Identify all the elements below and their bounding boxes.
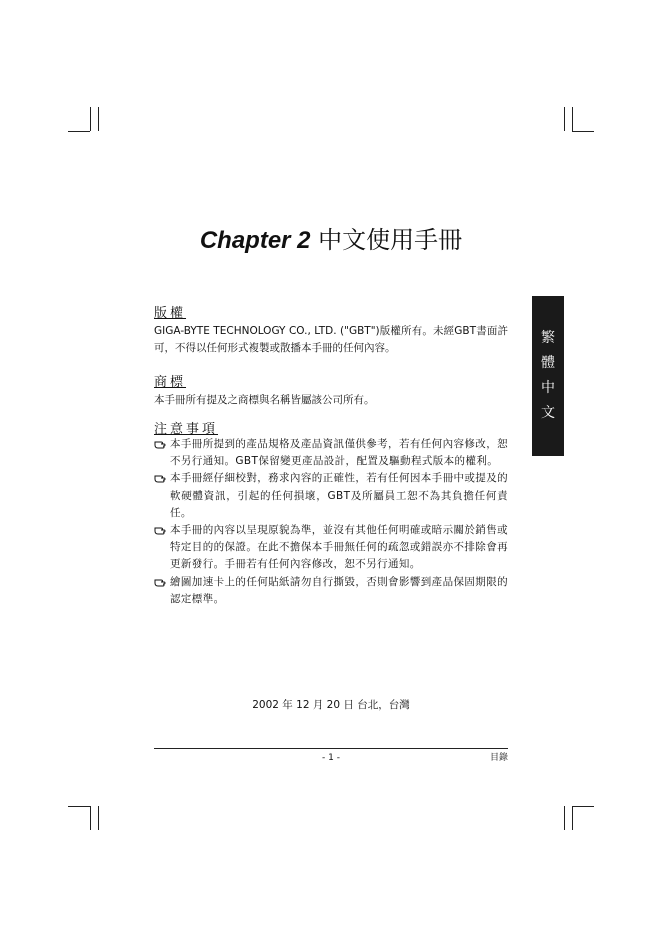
notice-heading: 注意事項 bbox=[154, 422, 219, 437]
chapter-title bbox=[0, 222, 662, 259]
crop-mark-bottom-right-v2 bbox=[572, 806, 573, 830]
crop-mark-bottom-right-v1 bbox=[564, 806, 565, 830]
crop-mark-bottom-right-h bbox=[572, 806, 594, 807]
crop-mark-top-left-h bbox=[68, 131, 90, 132]
footer-rule bbox=[154, 748, 508, 749]
side-tab-char: 體 bbox=[541, 355, 555, 371]
copyright-text: GIGA-BYTE TECHNOLOGY CO., LTD. ("GBT")版權所有。未經GBT書面許可，不得以任何形式複製或散播本手冊的任何內容。 bbox=[154, 325, 508, 354]
crop-mark-top-right-v1 bbox=[564, 107, 565, 131]
notice-item-text: 繪圖加速卡上的任何貼紙請勿自行撕毀，否則會影響到產品保固期限的認定標準。 bbox=[170, 575, 508, 605]
language-side-tab bbox=[532, 296, 564, 456]
copyright-heading: 版權 bbox=[154, 306, 187, 321]
notice-item-text: 本手冊所提到的產品規格及產品資訊僅供參考，若有任何內容修改，恕不另行通知。GBT保留變更產品設計，配置及驅動程式版本的權利。 bbox=[170, 438, 508, 468]
notice-item bbox=[154, 436, 508, 470]
side-tab-char: 中 bbox=[541, 380, 555, 396]
notice-item-text: 本手冊的內容以呈現原貌為準，並沒有其他任何明確或暗示關於銷售或特定目的的保證。在此不擔保本手冊無任何的疏忽或錯誤亦不排除會再更新發行。手冊若有任何內容修改，恕不另行通知。 bbox=[170, 524, 508, 571]
pointing-hand-icon bbox=[154, 524, 166, 536]
notice-list bbox=[154, 436, 508, 608]
pointing-hand-icon bbox=[154, 472, 166, 484]
trademark-heading: 商標 bbox=[154, 375, 187, 390]
notice-item bbox=[154, 574, 508, 608]
date-line: 2002 年 12 月 20 日 台北，台灣 bbox=[252, 699, 410, 711]
page-number: - 1 - bbox=[322, 753, 340, 763]
side-tab-char: 文 bbox=[541, 405, 555, 421]
crop-mark-bottom-left-v1 bbox=[90, 806, 91, 830]
crop-mark-top-left-v1 bbox=[90, 107, 91, 131]
crop-mark-bottom-left-v2 bbox=[98, 806, 99, 830]
crop-mark-top-right-v2 bbox=[572, 107, 573, 131]
crop-mark-top-left-v2 bbox=[98, 107, 99, 131]
notice-item-text: 本手冊經仔細校對，務求內容的正確性，若有任何因本手冊中或提及的軟硬體資訊，引起的任何損壞，GBT及所屬員工恕不為其負擔任何責任。 bbox=[170, 472, 508, 519]
trademark-text: 本手冊所有提及之商標與名稱皆屬該公司所有。 bbox=[154, 394, 375, 406]
chapter-title-zh: 中文使用手冊 bbox=[318, 226, 463, 254]
crop-mark-bottom-left-h bbox=[68, 806, 90, 807]
notice-item bbox=[154, 470, 508, 522]
footer-section-label: 目錄 bbox=[489, 753, 508, 763]
crop-mark-top-right-h bbox=[572, 131, 594, 132]
pointing-hand-icon bbox=[154, 576, 166, 588]
side-tab-char: 繁 bbox=[541, 330, 555, 346]
chapter-title-en: Chapter 2 bbox=[199, 227, 311, 254]
notice-item bbox=[154, 522, 508, 574]
pointing-hand-icon bbox=[154, 438, 166, 450]
side-tab-chars bbox=[532, 326, 564, 426]
